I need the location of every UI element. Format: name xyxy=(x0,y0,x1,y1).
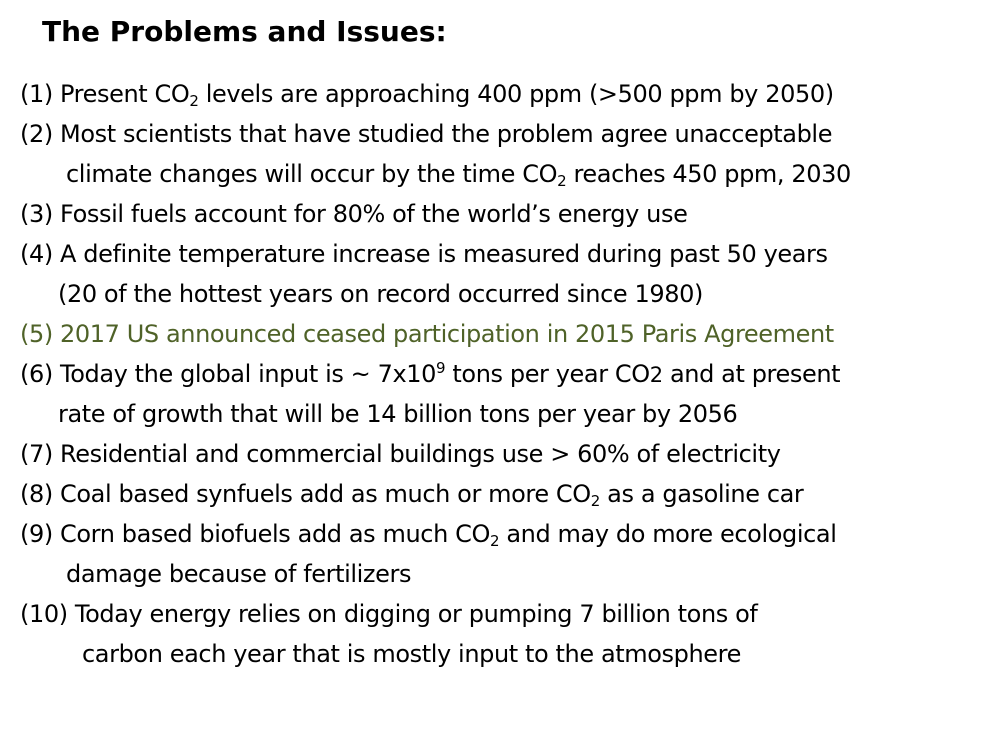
item-8 xyxy=(20,474,803,514)
item-10-line-2: carbon each year that is mostly input to the atmosphere xyxy=(82,640,741,668)
item-6-superscript: 9 xyxy=(436,359,446,377)
item-6-text-c: and at present xyxy=(662,360,841,388)
item-6-text-a: (6) Today the global input is ~ 7x10 xyxy=(20,360,437,388)
item-9-subscript: 2 xyxy=(489,532,500,550)
item-8-subscript: 2 xyxy=(590,492,600,510)
slide-title: The Problems and Issues: xyxy=(42,15,447,48)
item-9-line-2: damage because of fertilizers xyxy=(66,560,412,588)
item-8-text-a: (8) Coal based synfuels add as much or more CO xyxy=(20,480,591,508)
item-2-line-1: (2) Most scientists that have studied the problem agree unacceptable xyxy=(20,120,833,148)
item-7: (7) Residential and commercial buildings use > 60% of electricity xyxy=(20,440,781,468)
item-6-small-digit: 2 xyxy=(649,363,663,387)
item-1-subscript: 2 xyxy=(189,92,199,110)
item-9-text-a: (9) Corn based biofuels add as much CO xyxy=(20,520,490,548)
item-2-subscript: 2 xyxy=(557,172,567,190)
item-1-text-b: levels are approaching 400 ppm (>500 ppm by 2050) xyxy=(198,80,834,108)
item-1 xyxy=(20,74,834,114)
item-8-text-b: as a gasoline car xyxy=(599,480,804,508)
item-10-line-1: (10) Today energy relies on digging or pumping 7 billion tons of xyxy=(20,600,758,628)
item-6-line-2: rate of growth that will be 14 billion tons per year by 2056 xyxy=(58,400,738,428)
item-1-text-a: (1) Present CO xyxy=(20,80,190,108)
item-2-line-2 xyxy=(66,154,851,194)
item-4-line-2: (20 of the hottest years on record occurred since 1980) xyxy=(58,280,703,308)
item-4-line-1: (4) A definite temperature increase is measured during past 50 years xyxy=(20,240,828,268)
item-9-text-b: and may do more ecological xyxy=(499,520,837,548)
item-3: (3) Fossil fuels account for 80% of the world’s energy use xyxy=(20,200,688,228)
item-5: (5) 2017 US announced ceased participation in 2015 Paris Agreement xyxy=(20,320,834,348)
item-2-text-b: reaches 450 ppm, 2030 xyxy=(566,160,851,188)
item-6-line-1 xyxy=(20,354,840,395)
item-9-line-1 xyxy=(20,514,836,554)
item-2-text-a: climate changes will occur by the time CO xyxy=(66,160,558,188)
item-6-text-b: tons per year CO xyxy=(445,360,650,388)
